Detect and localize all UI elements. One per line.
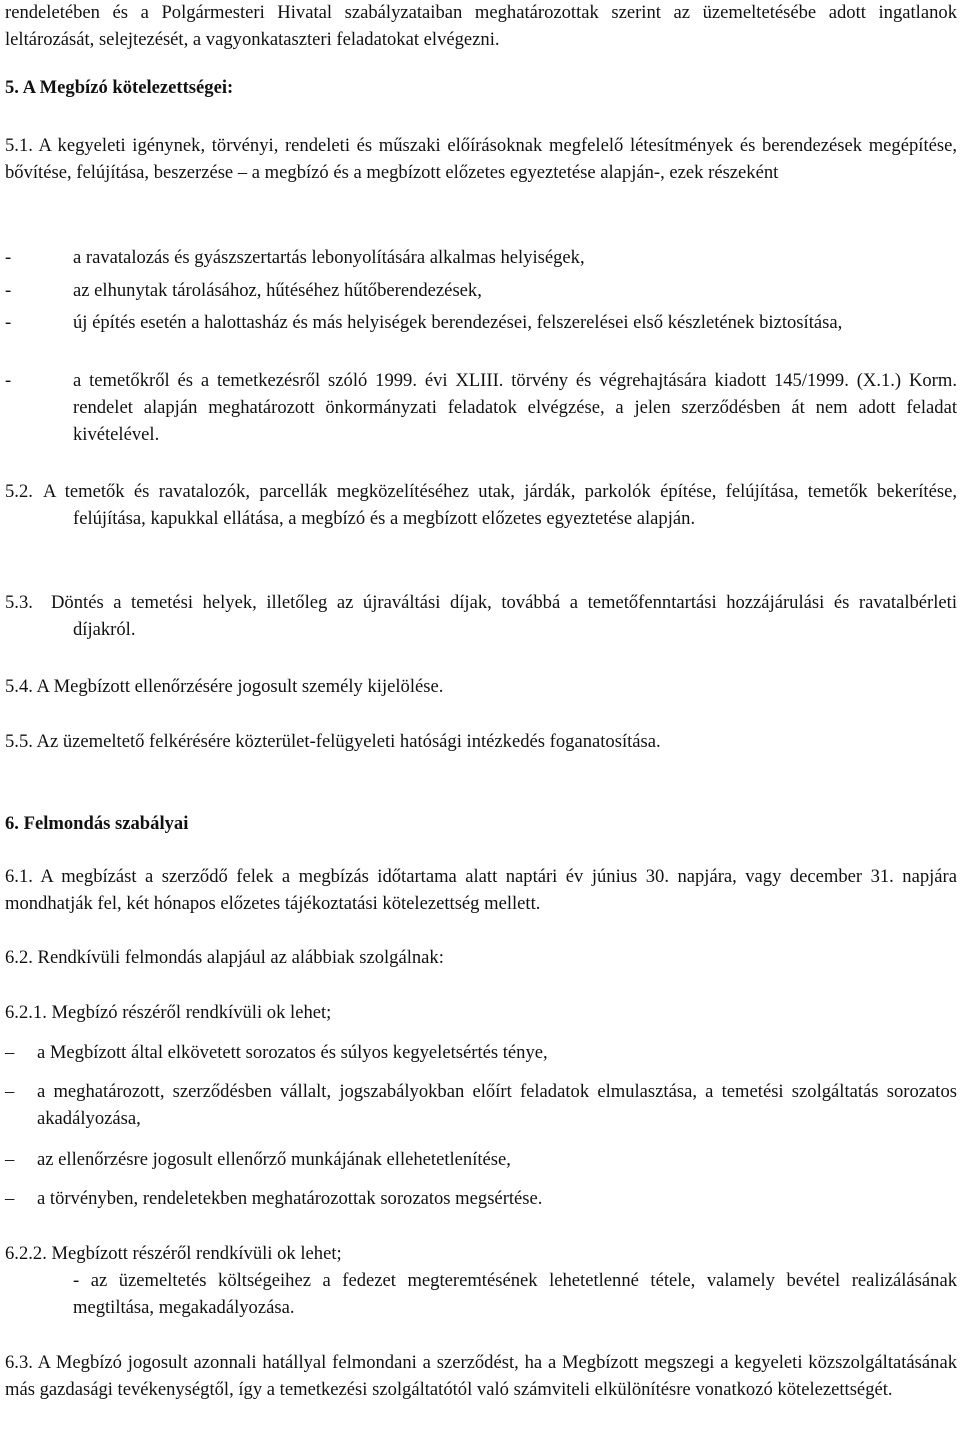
list-dash: -: [5, 312, 12, 333]
list-dash: –: [5, 1149, 15, 1170]
paragraph-text: A temetők és ravatalozók, parcellák megközelítéséhez utak, járdák, parkolók építése, felújítása, temetők bekerítése, felújítása, kapukkal ellátása, a megbízó és a megbízott előzetes egyeztetése alapján.: [43, 481, 957, 529]
list-dash: -: [5, 280, 12, 301]
list-dash: –: [5, 1081, 15, 1102]
list-dash: –: [5, 1188, 15, 1209]
list-item-text: új építés esetén a halottasház és más helyiségek berendezései, felszerelései első készletének biztosítása,: [73, 312, 843, 333]
paragraph-text: Döntés a temetési helyek, illetőleg az újraváltási díjak, továbbá a temetőfenntartási hozzájárulási és ravatalbérleti díjakról.: [51, 592, 957, 640]
list-dash: -: [5, 370, 12, 391]
list-item-text: a törvényben, rendeletekben meghatározottak sorozatos megsértése.: [37, 1188, 543, 1209]
paragraph-6-1: 6.1. A megbízást a szerződő felek a megbízás időtartama alatt naptári év június 30. napjára, vagy december 31. napjára mondhatják fel, két hónapos előzetes tájékoztatási kötelezettség mellett.: [5, 866, 957, 914]
paragraph-number: 5.3.: [5, 592, 33, 613]
list-item-text: a meghatározott, szerződésben vállalt, jogszabályokban előírt feladatok elmulasztása, a temetési szolgáltatás sorozatos akadályozása,: [37, 1081, 957, 1129]
list-item-text: az elhunytak tárolásához, hűtéséhez hűtőberendezések,: [73, 280, 482, 301]
paragraph-6-2-2-item: - az üzemeltetés költségeihez a fedezet megteremtésének lehetetlenné tétele, valamely bevétel realizálásának megtiltása, megakadályozása.: [73, 1270, 957, 1318]
intro-paragraph: rendeletében és a Polgármesteri Hivatal szabályzataiban meghatározottak szerint az üzemeltetésébe adott ingatlanok leltározását, selejtezését, a vagyonkataszteri feladatokat elvégezni.: [5, 2, 957, 50]
paragraph-5-1: 5.1. A kegyeleti igénynek, törvényi, rendeleti és műszaki előírásoknak megfelelő létesítmények és berendezések megépítése, bővítése, felújítása, beszerzése – a megbízó és a megbízott előzetes egyeztetése alapján-, ezek részeként: [5, 135, 957, 183]
list-item-text: a Megbízott által elkövetett sorozatos és súlyos kegyeletsértés ténye,: [37, 1042, 548, 1063]
section-5-heading: 5. A Megbízó kötelezettségei:: [5, 77, 234, 98]
section-6-heading: 6. Felmondás szabályai: [5, 813, 189, 834]
list-dash: -: [5, 247, 12, 268]
list-item-text: a ravatalozás és gyászszertartás lebonyolítására alkalmas helyiségek,: [73, 247, 585, 268]
paragraph-number: 5.2.: [5, 481, 33, 502]
paragraph-6-2-1: 6.2.1. Megbízó részéről rendkívüli ok lehet;: [5, 1002, 332, 1023]
paragraph-6-2-2: 6.2.2. Megbízott részéről rendkívüli ok lehet;: [5, 1243, 342, 1264]
paragraph-6-3: 6.3. A Megbízó jogosult azonnali hatállyal felmondani a szerződést, ha a Megbízott megszegi a kegyeleti közszolgáltatásának más gazdasági tevékenységtől, így a temetkezési szolgáltatótól való számviteli elkülönítésre vonatkozó kötelezettségét.: [5, 1352, 957, 1400]
paragraph-5-5: 5.5. Az üzemeltető felkérésére közterület-felügyeleti hatósági intézkedés foganatosítása.: [5, 731, 661, 752]
paragraph-6-2: 6.2. Rendkívüli felmondás alapjául az alábbiak szolgálnak:: [5, 947, 444, 968]
list-item-text: a temetőkről és a temetkezésről szóló 1999. évi XLIII. törvény és végrehajtására kiadott 145/1999. (X.1.) Korm. rendelet alapján meghatározott önkormányzati feladatok elvégzése, a jelen szerződésben át nem adott feladat kivételével.: [73, 370, 957, 445]
list-dash: –: [5, 1042, 15, 1063]
list-item-text: az ellenőrzésre jogosult ellenőrző munkájának ellehetetlenítése,: [37, 1149, 511, 1170]
paragraph-5-4: 5.4. A Megbízott ellenőrzésére jogosult személy kijelölése.: [5, 676, 444, 697]
